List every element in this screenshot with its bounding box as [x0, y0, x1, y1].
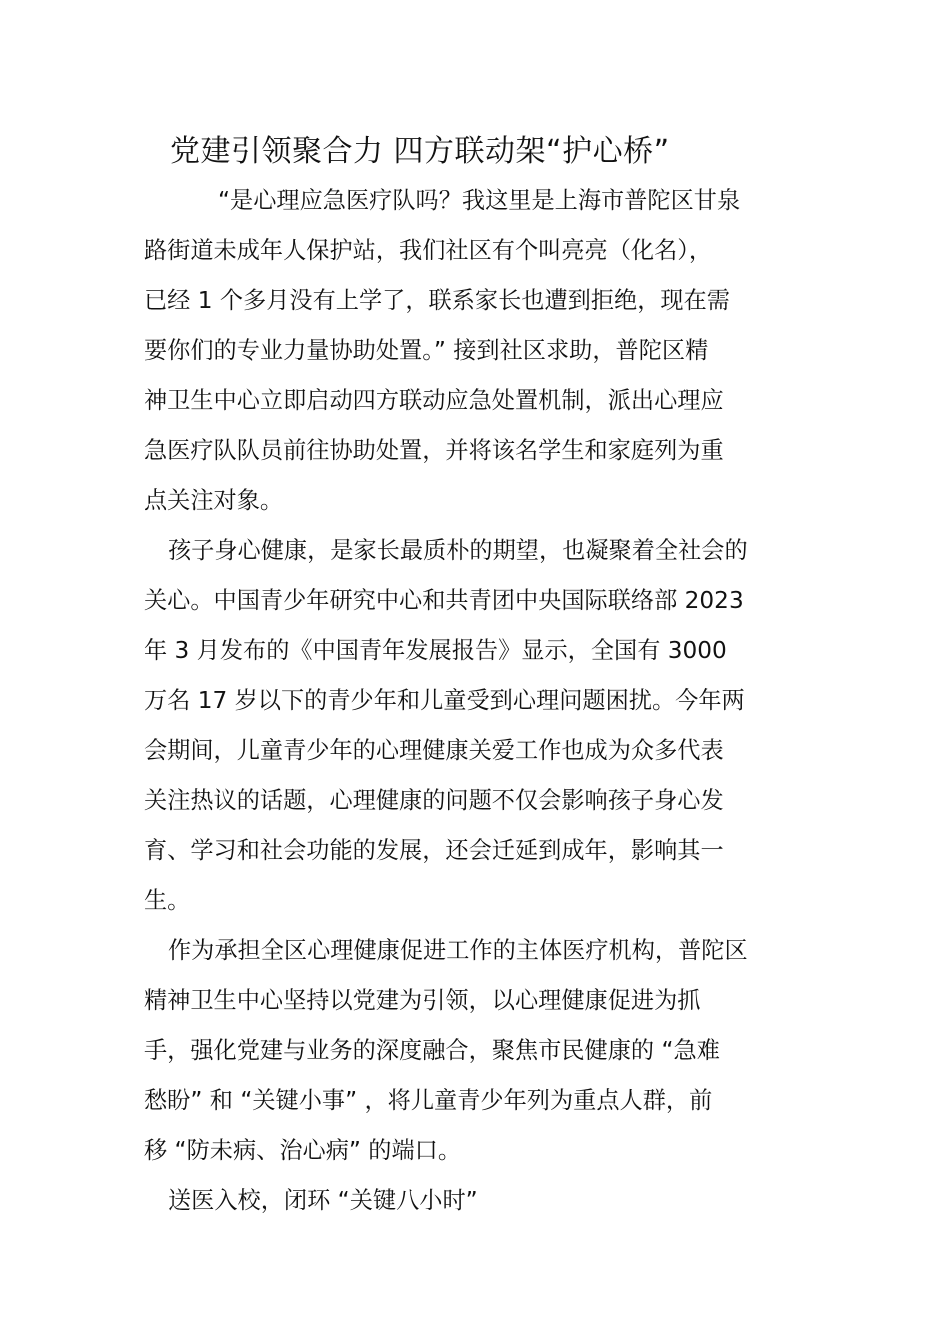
document-title: 党建引领聚合力 四方联动架“护心桥”: [170, 134, 670, 169]
paragraph-line: 路街道未成年人保护站，我们社区有个叫亮亮（化名），: [144, 237, 713, 264]
paragraph-line: “是心理应急医疗队吗？我这里是上海市普陀区甘泉: [218, 187, 741, 214]
paragraph-line: 愁盼” 和 “关键小事” ，将儿童青少年列为重点人群，前: [144, 1087, 713, 1114]
paragraph-line: 作为承担全区心理健康促进工作的主体医疗机构，普陀区: [168, 937, 748, 964]
paragraph-line: 关心。中国青少年研究中心和共青团中央国际联络部 2023: [144, 587, 744, 614]
paragraph-line: 生。: [144, 887, 191, 914]
paragraph-line: 关注热议的话题，心理健康的问题不仅会影响孩子身心发: [144, 787, 724, 814]
paragraph-line: 会期间，儿童青少年的心理健康关爱工作也成为众多代表: [144, 737, 724, 764]
paragraph-line: 孩子身心健康，是家长最质朴的期望，也凝聚着全社会的: [168, 537, 748, 564]
paragraph-line: 年 3 月发布的《中国青年发展报告》显示，全国有 3000: [144, 637, 727, 664]
paragraph-line: 要你们的专业力量协助处置。” 接到社区求助，普陀区精: [144, 337, 709, 364]
paragraph-line: 育、学习和社会功能的发展，还会迁延到成年，影响其一: [144, 837, 724, 864]
paragraph-line: 精神卫生中心坚持以党建为引领，以心理健康促进为抓: [144, 987, 701, 1014]
paragraph-line: 手，强化党建与业务的深度融合，聚焦市民健康的 “急难: [144, 1037, 720, 1064]
paragraph-line: 万名 17 岁以下的青少年和儿童受到心理问题困扰。今年两: [144, 687, 745, 714]
paragraph-line: 已经 1 个多月没有上学了，联系家长也遭到拒绝，现在需: [144, 287, 730, 314]
paragraph-line: 急医疗队队员前往协助处置，并将该名学生和家庭列为重: [144, 437, 724, 464]
paragraph-line: 点关注对象。: [144, 487, 284, 514]
paragraph-line: 神卫生中心立即启动四方联动应急处置机制，派出心理应: [144, 387, 724, 414]
paragraph-line: 移 “防未病、治心病” 的端口。: [144, 1137, 462, 1164]
section-heading: 送医入校，闭环 “关键八小时”: [168, 1187, 478, 1214]
